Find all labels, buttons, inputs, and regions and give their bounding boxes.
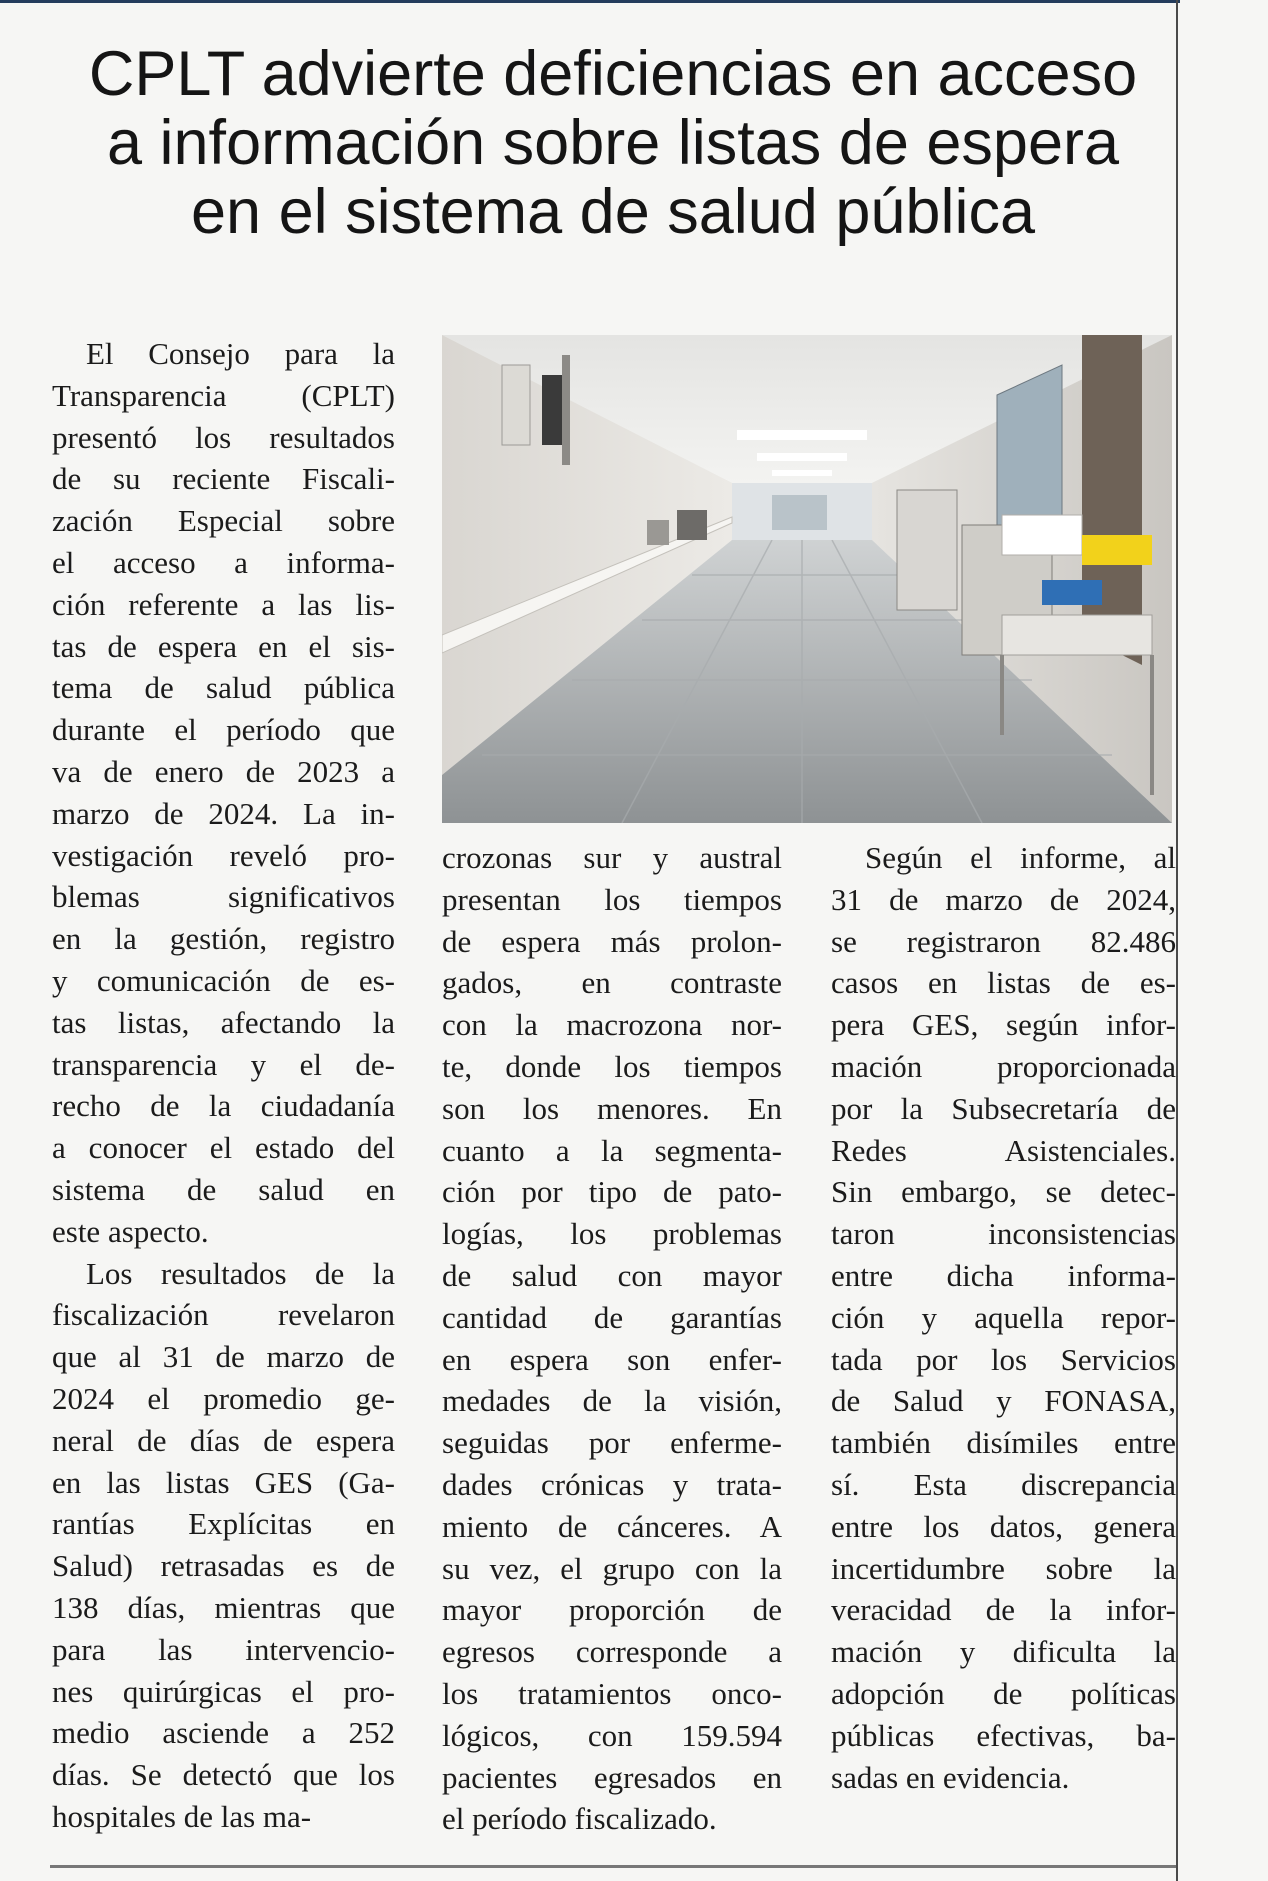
body-column-1: [52, 333, 395, 1838]
text-line: entre dicha informa-: [831, 1257, 1176, 1293]
text-line: taron inconsistencias: [831, 1216, 1176, 1252]
text-line: tema de salud pública: [52, 670, 395, 706]
text-line: va de enero de 2023 a: [52, 753, 395, 789]
text-line: de espera más prolon-: [442, 923, 782, 959]
text-line: presentó los resultados: [52, 419, 395, 455]
text-line: 2024 el promedio ge-: [52, 1380, 395, 1416]
text-line: Salud) retrasadas es de: [52, 1548, 395, 1584]
text-line: 31 de marzo de 2024,: [831, 881, 1176, 917]
photo-illustration: [442, 335, 1172, 823]
text-line: pacientes egresados en: [442, 1759, 782, 1795]
text-line: seguidas por enferme-: [442, 1425, 782, 1461]
text-line: blemas significativos: [52, 879, 395, 915]
headline-line: en el sistema de salud pública: [190, 177, 1035, 247]
text-line: tas de espera en el sis-: [52, 628, 395, 664]
text-line: veracidad de la infor-: [831, 1592, 1176, 1628]
text-line: de Salud y FONASA,: [831, 1383, 1176, 1419]
text-line: logías, los problemas: [442, 1216, 782, 1252]
text-line: a conocer el estado del: [52, 1130, 395, 1166]
text-line: lógicos, con 159.594: [442, 1717, 782, 1753]
text-line: marzo de 2024. La in-: [52, 795, 395, 831]
text-line: ción por tipo de pato-: [442, 1174, 782, 1210]
text-line: pera GES, según infor-: [831, 1007, 1176, 1043]
headline-line: a información sobre listas de espera: [106, 108, 1120, 178]
text-line: se registraron 82.486: [831, 923, 1176, 959]
text-line: casos en listas de es-: [831, 965, 1176, 1001]
text-line: y comunicación de es-: [52, 962, 395, 998]
text-line: rantías Explícitas en: [52, 1506, 395, 1542]
text-line: cuanto a la segmenta-: [442, 1132, 782, 1168]
text-line: Según el informe, al: [865, 840, 1176, 875]
text-line: para las intervencio-: [52, 1631, 395, 1667]
body-column-3: [831, 837, 1176, 1798]
bottom-rule: [50, 1865, 1176, 1868]
text-line: miento de cánceres. A: [442, 1508, 782, 1544]
text-line: su vez, el grupo con la: [442, 1550, 782, 1586]
headline-line: CPLT advierte deficiencias en acceso: [88, 39, 1138, 109]
hospital-corridor-photo: [442, 335, 1172, 823]
text-line: crozonas sur y austral: [442, 840, 782, 875]
text-line: en la gestión, registro: [52, 921, 395, 957]
text-line: en las listas GES (Ga-: [52, 1464, 395, 1500]
text-line: tas listas, afectando la: [52, 1004, 395, 1040]
text-line: en espera son enfer-: [442, 1341, 782, 1377]
text-line: este aspecto.: [52, 1213, 209, 1249]
text-line: medades de la visión,: [442, 1383, 782, 1419]
text-line: mación y dificulta la: [831, 1634, 1176, 1670]
text-line: mayor proporción de: [442, 1592, 782, 1628]
text-line: el acceso a informa-: [52, 544, 395, 580]
text-line: transparencia y el de-: [52, 1046, 395, 1082]
text-line: tada por los Servicios: [831, 1341, 1176, 1377]
text-line: vestigación reveló pro-: [52, 837, 395, 873]
text-line: entre los datos, genera: [831, 1508, 1176, 1544]
text-line: públicas efectivas, ba-: [831, 1717, 1176, 1753]
text-line: ción y aquella repor-: [831, 1299, 1176, 1335]
text-line: de salud con mayor: [442, 1257, 782, 1293]
text-line: los tratamientos onco-: [442, 1675, 782, 1711]
text-line: dades crónicas y trata-: [442, 1466, 782, 1502]
text-line: sistema de salud en: [52, 1171, 395, 1207]
text-line: Transparencia (CPLT): [52, 377, 395, 413]
text-line: nes quirúrgicas el pro-: [52, 1673, 395, 1709]
text-line: neral de días de espera: [52, 1422, 395, 1458]
text-line: de su reciente Fiscali-: [52, 461, 395, 497]
text-line: gados, en contraste: [442, 965, 782, 1001]
text-line: egresos corresponde a: [442, 1634, 782, 1670]
text-line: Sin embargo, se detec-: [831, 1174, 1176, 1210]
text-line: hospitales de las ma-: [52, 1798, 312, 1834]
text-line: Los resultados de la: [86, 1255, 395, 1291]
text-line: fiscalización revelaron: [52, 1297, 395, 1333]
text-line: con la macrozona nor-: [442, 1007, 782, 1043]
text-line: ción referente a las lis-: [52, 586, 395, 622]
text-line: zación Especial sobre: [52, 503, 395, 539]
text-line: por la Subsecretaría de: [831, 1090, 1176, 1126]
text-line: mación proporcionada: [831, 1048, 1176, 1084]
body-column-2: [442, 837, 782, 1840]
text-line: durante el período que: [52, 712, 395, 748]
text-line: medio asciende a 252: [52, 1715, 395, 1751]
text-line: adopción de políticas: [831, 1675, 1176, 1711]
text-line: el período fiscalizado.: [442, 1801, 717, 1837]
text-line: días. Se detectó que los: [52, 1757, 395, 1793]
text-line: te, donde los tiempos: [442, 1048, 782, 1084]
text-line: incertidumbre sobre la: [831, 1550, 1176, 1586]
top-rule: [0, 0, 1180, 3]
text-line: cantidad de garantías: [442, 1299, 782, 1335]
headline: [50, 40, 1176, 247]
text-line: también disímiles entre: [831, 1425, 1176, 1461]
text-line: sadas en evidencia.: [831, 1759, 1070, 1795]
text-line: sí. Esta discrepancia: [831, 1466, 1176, 1502]
text-line: El Consejo para la: [86, 336, 395, 371]
text-line: que al 31 de marzo de: [52, 1339, 395, 1375]
right-border: [1176, 0, 1178, 1881]
text-line: son los menores. En: [442, 1090, 782, 1126]
text-line: Redes Asistenciales.: [831, 1132, 1176, 1168]
text-line: 138 días, mientras que: [52, 1589, 395, 1625]
text-line: recho de la ciudadanía: [52, 1088, 395, 1124]
text-line: presentan los tiempos: [442, 881, 782, 917]
